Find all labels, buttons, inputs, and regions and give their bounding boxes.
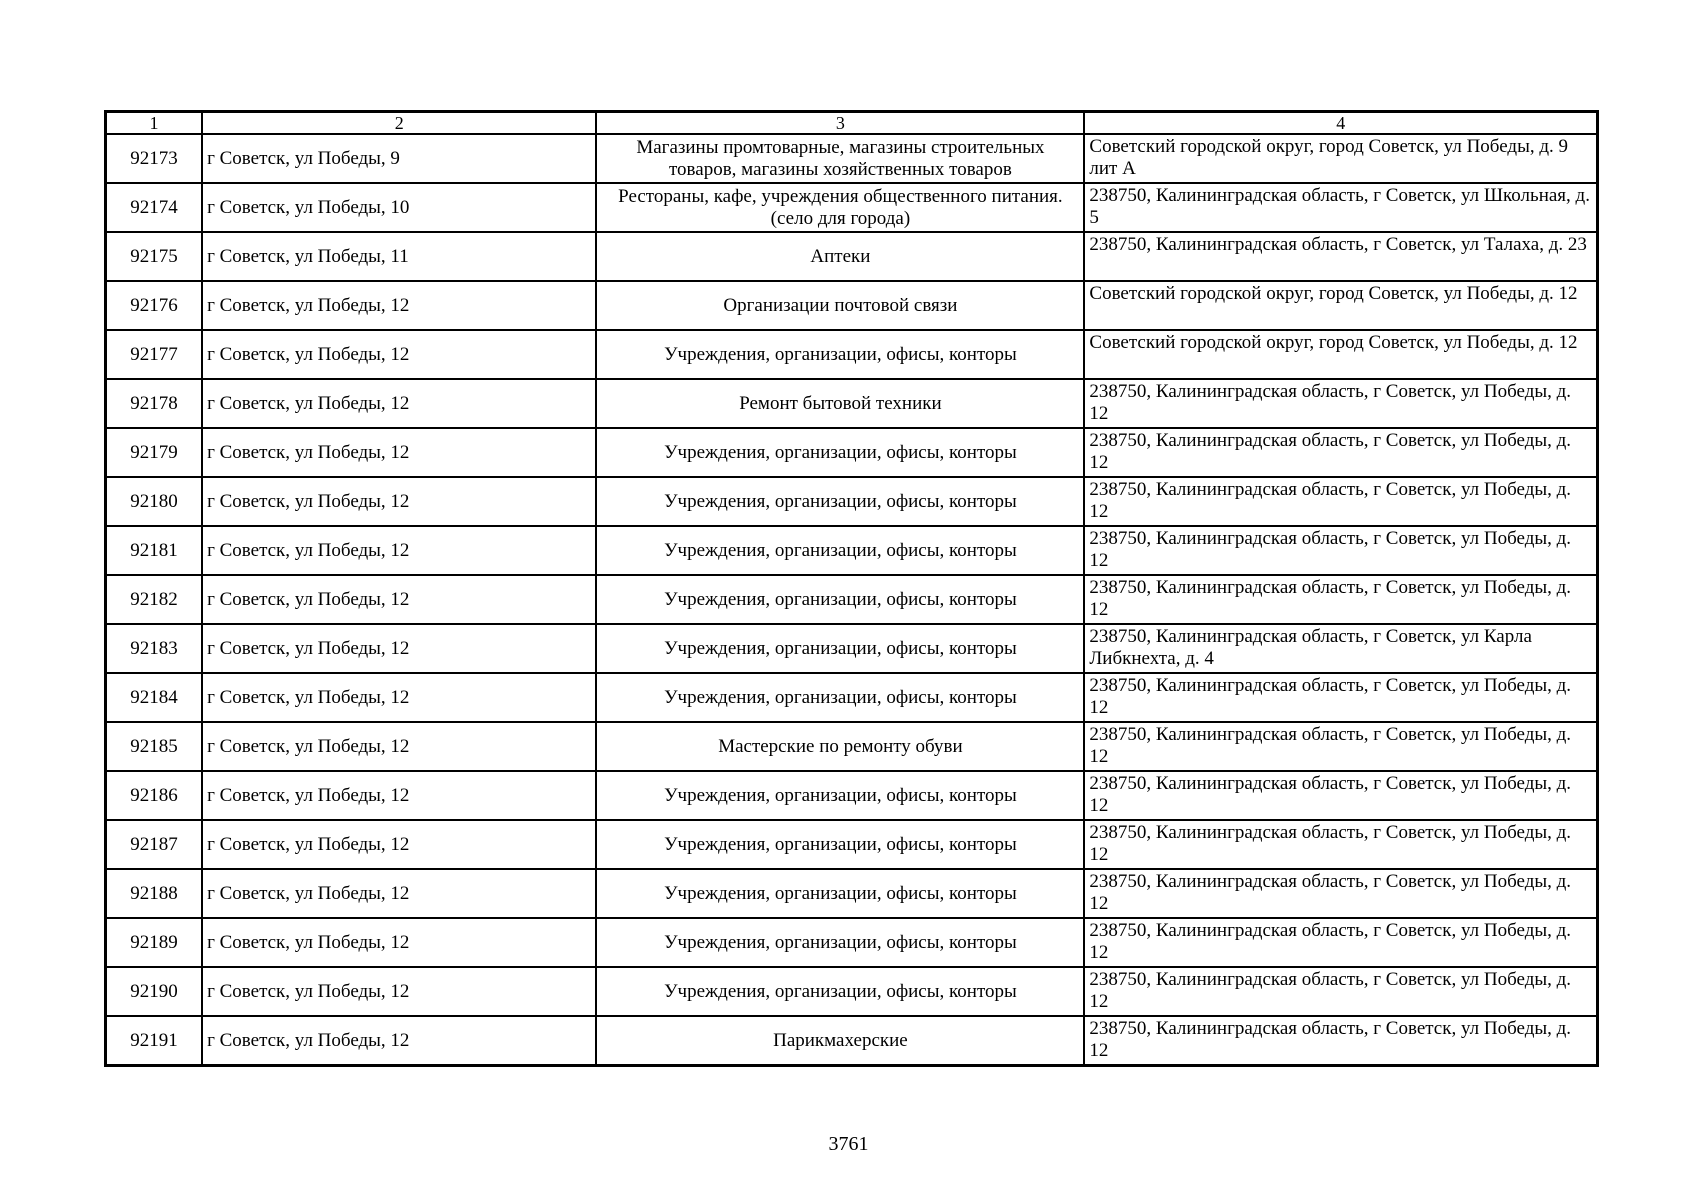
row-number-cell: 92186 [106,771,203,820]
location-cell: 238750, Калининградская область, г Советск, ул Карла Либкнехта, д. 4 [1084,624,1597,673]
location-cell: 238750, Калининградская область, г Советск, ул Победы, д. 12 [1084,526,1597,575]
object-type-cell: Учреждения, организации, офисы, конторы [596,526,1084,575]
data-table [104,110,1599,1067]
address-cell: г Советск, ул Победы, 12 [202,771,596,820]
object-type-cell: Ремонт бытовой техники [596,379,1084,428]
row-number-cell: 92188 [106,869,203,918]
address-cell: г Советск, ул Победы, 12 [202,575,596,624]
object-type-cell: Учреждения, организации, офисы, конторы [596,330,1084,379]
address-cell: г Советск, ул Победы, 12 [202,624,596,673]
object-type-cell: Учреждения, организации, офисы, конторы [596,869,1084,918]
table-row [106,869,1598,918]
address-cell: г Советск, ул Победы, 12 [202,526,596,575]
address-cell: г Советск, ул Победы, 12 [202,967,596,1016]
location-cell: 238750, Калининградская область, г Советск, ул Победы, д. 12 [1084,967,1597,1016]
location-cell: 238750, Калининградская область, г Советск, ул Победы, д. 12 [1084,428,1597,477]
address-cell: г Советск, ул Победы, 12 [202,722,596,771]
table-body [106,112,1598,1066]
location-cell: 238750, Калининградская область, г Советск, ул Талаха, д. 23 [1084,232,1597,281]
address-cell: г Советск, ул Победы, 12 [202,918,596,967]
object-type-cell: Учреждения, организации, офисы, конторы [596,673,1084,722]
page-number: 3761 [828,1133,869,1155]
row-number-cell: 92187 [106,820,203,869]
address-cell: г Советск, ул Победы, 12 [202,330,596,379]
location-cell: 238750, Калининградская область, г Советск, ул Победы, д. 12 [1084,820,1597,869]
table-row [106,820,1598,869]
address-cell: г Советск, ул Победы, 11 [202,232,596,281]
object-type-cell: Учреждения, организации, офисы, конторы [596,771,1084,820]
row-number-cell: 92176 [106,281,203,330]
row-number-cell: 92173 [106,134,203,183]
row-number-cell: 92190 [106,967,203,1016]
location-cell: Советский городской округ, город Советск, ул Победы, д. 9 лит А [1084,134,1597,183]
address-cell: г Советск, ул Победы, 12 [202,477,596,526]
object-type-cell: Учреждения, организации, офисы, конторы [596,918,1084,967]
table-row [106,232,1598,281]
table-row [106,918,1598,967]
table-row [106,379,1598,428]
table-row [106,673,1598,722]
location-cell: 238750, Калининградская область, г Советск, ул Победы, д. 12 [1084,1016,1597,1066]
location-cell: 238750, Калининградская область, г Советск, ул Победы, д. 12 [1084,379,1597,428]
row-number-cell: 92180 [106,477,203,526]
row-number-cell: 92175 [106,232,203,281]
address-cell: г Советск, ул Победы, 12 [202,379,596,428]
address-cell: г Советск, ул Победы, 12 [202,673,596,722]
object-type-cell: Организации почтовой связи [596,281,1084,330]
row-number-cell: 92182 [106,575,203,624]
table-row [106,771,1598,820]
address-cell: г Советск, ул Победы, 12 [202,1016,596,1066]
table-row [106,722,1598,771]
table-row [106,330,1598,379]
address-cell: г Советск, ул Победы, 9 [202,134,596,183]
table-row [106,477,1598,526]
location-cell: 238750, Калининградская область, г Советск, ул Победы, д. 12 [1084,722,1597,771]
row-number-cell: 92178 [106,379,203,428]
row-number-cell: 92185 [106,722,203,771]
object-type-cell: Магазины промтоварные, магазины строительных товаров, магазины хозяйственных товаров [596,134,1084,183]
location-cell: Советский городской округ, город Советск, ул Победы, д. 12 [1084,281,1597,330]
address-cell: г Советск, ул Победы, 10 [202,183,596,232]
address-cell: г Советск, ул Победы, 12 [202,428,596,477]
object-type-cell: Учреждения, организации, офисы, конторы [596,477,1084,526]
column-header-1: 1 [106,112,203,135]
row-number-cell: 92181 [106,526,203,575]
location-cell: 238750, Калининградская область, г Советск, ул Победы, д. 12 [1084,575,1597,624]
address-cell: г Советск, ул Победы, 12 [202,281,596,330]
row-number-cell: 92174 [106,183,203,232]
object-type-cell: Учреждения, организации, офисы, конторы [596,820,1084,869]
row-number-cell: 92191 [106,1016,203,1066]
table-row [106,134,1598,183]
table-header-row [106,112,1598,135]
object-type-cell: Рестораны, кафе, учреждения общественного питания. (село для города) [596,183,1084,232]
table-row [106,624,1598,673]
location-cell: Советский городской округ, город Советск, ул Победы, д. 12 [1084,330,1597,379]
table-row [106,428,1598,477]
row-number-cell: 92184 [106,673,203,722]
address-cell: г Советск, ул Победы, 12 [202,869,596,918]
object-type-cell: Учреждения, организации, офисы, конторы [596,575,1084,624]
location-cell: 238750, Калининградская область, г Советск, ул Победы, д. 12 [1084,918,1597,967]
object-type-cell: Учреждения, организации, офисы, конторы [596,428,1084,477]
location-cell: 238750, Калининградская область, г Советск, ул Школьная, д. 5 [1084,183,1597,232]
column-header-3: 3 [596,112,1084,135]
object-type-cell: Учреждения, организации, офисы, конторы [596,624,1084,673]
row-number-cell: 92177 [106,330,203,379]
object-type-cell: Аптеки [596,232,1084,281]
location-cell: 238750, Калининградская область, г Советск, ул Победы, д. 12 [1084,477,1597,526]
object-type-cell: Учреждения, организации, офисы, конторы [596,967,1084,1016]
row-number-cell: 92179 [106,428,203,477]
object-type-cell: Парикмахерские [596,1016,1084,1066]
location-cell: 238750, Калининградская область, г Советск, ул Победы, д. 12 [1084,869,1597,918]
table-row [106,575,1598,624]
table-row [106,967,1598,1016]
table-row [106,183,1598,232]
column-header-4: 4 [1084,112,1597,135]
table-row [106,526,1598,575]
table-row [106,281,1598,330]
address-cell: г Советск, ул Победы, 12 [202,820,596,869]
table-row [106,1016,1598,1066]
location-cell: 238750, Калининградская область, г Советск, ул Победы, д. 12 [1084,673,1597,722]
row-number-cell: 92183 [106,624,203,673]
column-header-2: 2 [202,112,596,135]
location-cell: 238750, Калининградская область, г Советск, ул Победы, д. 12 [1084,771,1597,820]
object-type-cell: Мастерские по ремонту обуви [596,722,1084,771]
row-number-cell: 92189 [106,918,203,967]
